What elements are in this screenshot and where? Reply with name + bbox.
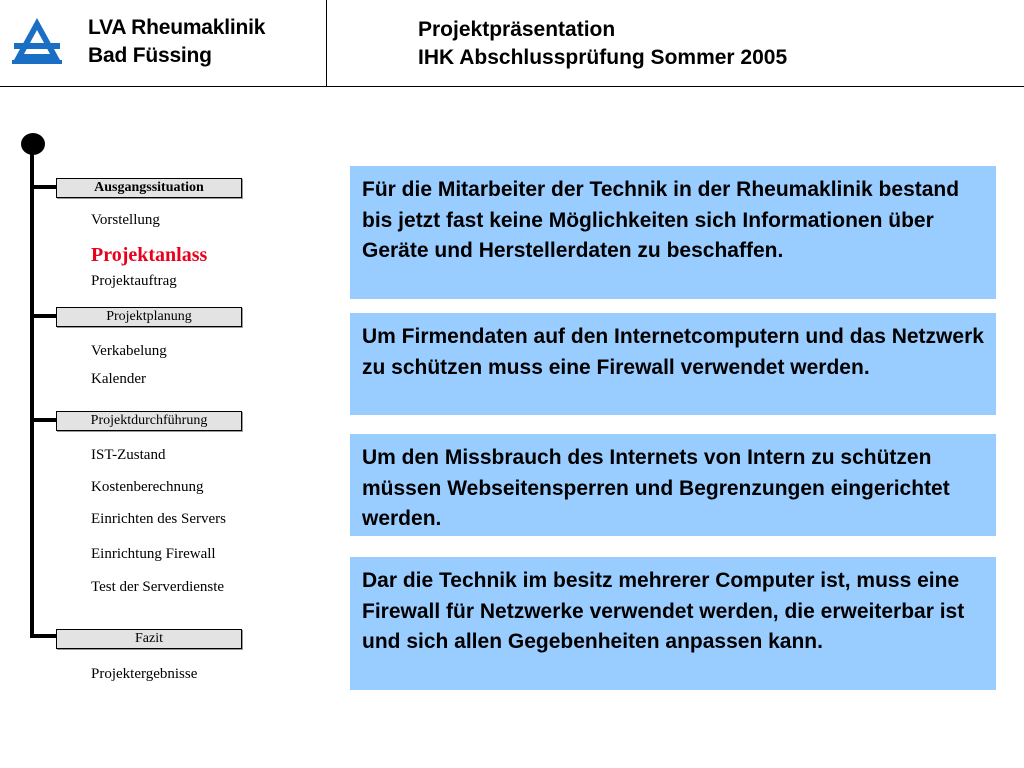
header-divider bbox=[326, 0, 327, 86]
nav-item-kostenberechnung[interactable]: Kostenberechnung bbox=[91, 479, 204, 495]
presentation-title bbox=[418, 16, 787, 72]
presentation-title-line2: IHK Abschlussprüfung Sommer 2005 bbox=[418, 46, 788, 69]
timeline-branch bbox=[30, 634, 57, 638]
timeline-branch bbox=[30, 185, 57, 189]
nav-item-verkabelung[interactable]: Verkabelung bbox=[91, 343, 167, 359]
content-card: Um den Missbrauch des Internets von Intern zu schützen müssen Webseitensperren und Begrenzungen eingerichtet werden. bbox=[350, 434, 996, 536]
content-card: Für die Mitarbeiter der Technik in der Rheumaklinik bestand bis jetzt fast keine Möglichkeiten sich Informationen über Geräte und Herstellerdaten zu beschaffen. bbox=[350, 166, 996, 299]
organization-name bbox=[88, 14, 265, 70]
nav-item-projektanlass[interactable]: Projektanlass bbox=[91, 244, 208, 266]
content-card: Dar die Technik im besitz mehrerer Computer ist, muss eine Firewall für Netzwerke verwendet werden, die erweiterbar ist und sich allen Gegebenheiten anpassen kann. bbox=[350, 557, 996, 690]
nav-item-projektergebnisse[interactable]: Projektergebnisse bbox=[91, 666, 198, 682]
nav-item-einrichtung-firewall[interactable]: Einrichtung Firewall bbox=[91, 546, 216, 562]
timeline-branch bbox=[30, 418, 57, 422]
presentation-title-line1: Projektpräsentation bbox=[418, 18, 616, 41]
organization-name-line2: Bad Füssing bbox=[88, 44, 212, 67]
nav-item-vorstellung[interactable]: Vorstellung bbox=[91, 212, 160, 228]
nav-item-ist-zustand[interactable]: IST-Zustand bbox=[91, 447, 166, 463]
nav-item-einrichten-des-servers[interactable]: Einrichten des Servers bbox=[91, 511, 226, 527]
nav-section-fazit[interactable]: Fazit bbox=[56, 629, 242, 649]
header-rule bbox=[0, 86, 1024, 87]
nav-item-kalender[interactable]: Kalender bbox=[91, 371, 146, 387]
timeline-branch bbox=[30, 314, 57, 318]
nav-item-projektauftrag[interactable]: Projektauftrag bbox=[91, 273, 177, 289]
nav-section-projektdurchfuehrung[interactable]: Projektdurchführung bbox=[56, 411, 242, 431]
content-card: Um Firmendaten auf den Internetcomputern und das Netzwerk zu schützen muss eine Firewall verwendet werden. bbox=[350, 313, 996, 415]
nav-item-test-der-serverdienste[interactable]: Test der Serverdienste bbox=[91, 579, 225, 595]
lva-logo-icon bbox=[12, 16, 62, 64]
organization-name-line1: LVA Rheumaklinik bbox=[88, 16, 266, 39]
nav-section-ausgangssituation[interactable]: Ausgangssituation bbox=[56, 178, 242, 198]
nav-section-projektplanung[interactable]: Projektplanung bbox=[56, 307, 242, 327]
timeline-spine bbox=[30, 148, 34, 637]
